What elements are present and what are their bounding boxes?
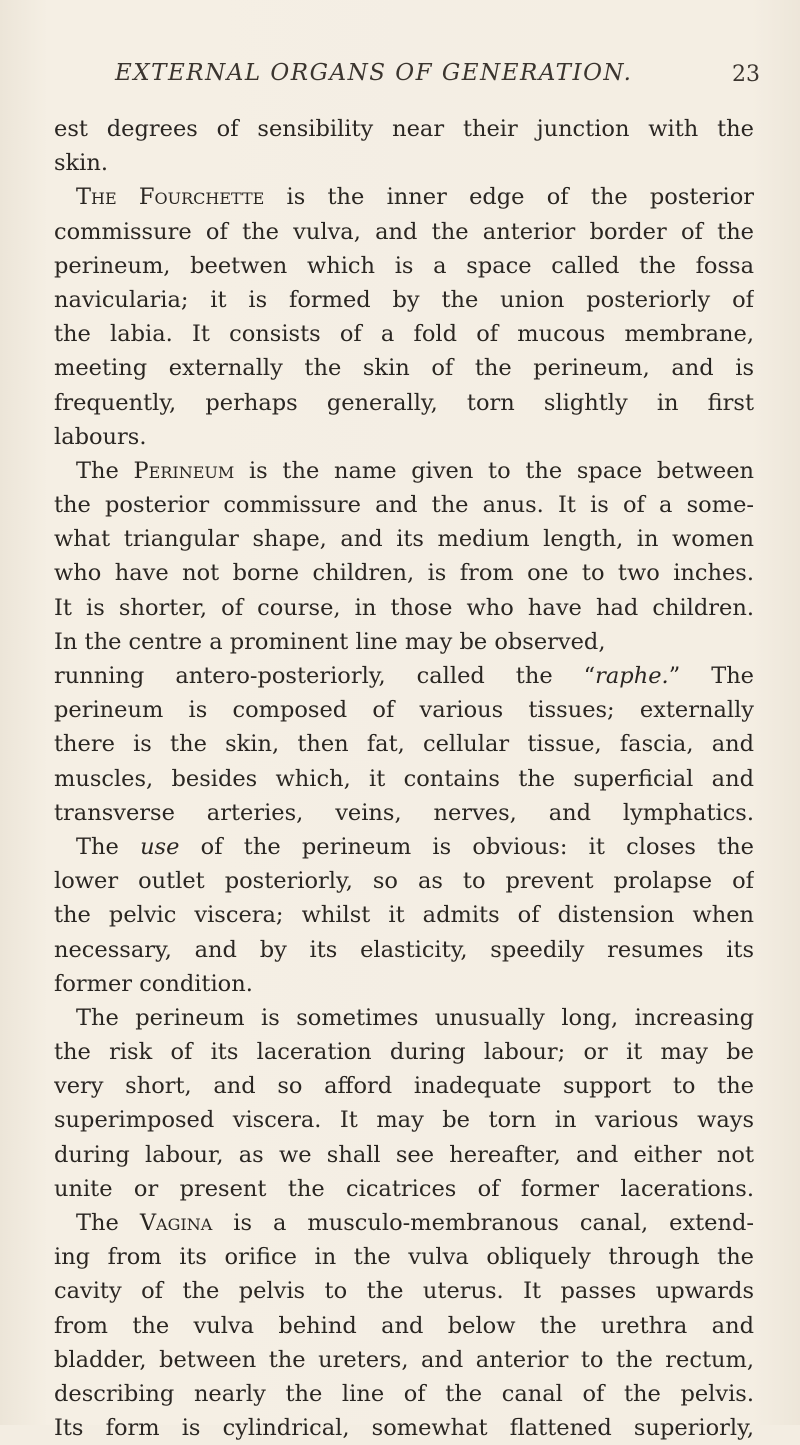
text-run: the labia. It consists of a fold of mucous membrane,	[54, 321, 754, 348]
text-line	[54, 556, 754, 590]
text-line	[54, 796, 754, 830]
text-line	[54, 420, 754, 454]
text-line	[54, 830, 754, 864]
body-text	[54, 112, 754, 1445]
text-run: running antero-posteriorly, called the “	[54, 663, 596, 689]
small-caps-term: The Fourchette	[76, 184, 265, 211]
small-caps-term: Vagina	[139, 1210, 213, 1236]
text-line	[54, 522, 754, 556]
text-line	[54, 1309, 754, 1343]
text-run: The perineum is sometimes unusually long, increasing	[76, 1004, 754, 1031]
text-run: is the inner edge of the posterior	[264, 184, 754, 211]
text-run: The	[76, 833, 141, 860]
text-line	[54, 488, 754, 522]
text-line	[54, 1103, 754, 1137]
text-line	[54, 1343, 754, 1377]
italic-term: raphe.	[595, 663, 669, 689]
text-line	[54, 1035, 754, 1069]
text-run: ing from its orifice in the vulva obliquely through the	[54, 1244, 754, 1271]
text-line	[54, 180, 754, 214]
text-line	[54, 386, 754, 420]
text-run: very short, and so afford inadequate support to the	[54, 1073, 754, 1100]
text-line	[54, 659, 754, 693]
text-run: muscles, besides which, it contains the superficial and	[54, 765, 754, 792]
text-line	[54, 1172, 754, 1206]
text-run: est degrees of sensibility near their junction with the	[54, 116, 754, 142]
text-run: is the name given to the space between	[234, 457, 754, 484]
text-line	[54, 283, 754, 317]
text-line	[54, 1411, 754, 1445]
text-line	[54, 1069, 754, 1103]
text-run: cavity of the pelvis to the uterus. It passes upwards	[54, 1278, 754, 1305]
text-run: It is shorter, of course, in those who have had children.	[54, 594, 754, 621]
text-line	[54, 249, 754, 283]
text-run: former condition.	[54, 970, 253, 997]
text-line	[54, 625, 754, 659]
text-run: what triangular shape, and its medium length, in women	[54, 526, 754, 553]
small-caps-term: Perineum	[133, 457, 235, 484]
text-line	[54, 898, 754, 932]
text-run: navicularia; it is formed by the union posteriorly of	[54, 286, 754, 313]
text-run: ” The	[668, 663, 754, 689]
text-run: the risk of its laceration during labour; or it may be	[54, 1039, 754, 1066]
text-run: In the centre a prominent line may be observed,	[54, 628, 606, 655]
text-line	[54, 727, 754, 761]
running-head	[0, 60, 800, 100]
text-run: The	[76, 1210, 140, 1236]
text-run: frequently, perhaps generally, torn slightly in first	[54, 389, 754, 416]
text-line	[54, 1138, 754, 1172]
text-run: meeting externally the skin of the perineum, and is	[54, 355, 754, 382]
text-run: labours.	[54, 423, 147, 450]
text-run: the pelvic viscera; whilst it admits of distension when	[54, 902, 754, 929]
text-run: who have not borne children, is from one to two inches.	[54, 560, 754, 587]
italic-term: use	[140, 833, 180, 860]
text-line	[54, 317, 754, 351]
text-line	[54, 591, 754, 625]
text-line	[54, 762, 754, 796]
text-run: perineum, beetwen which is a space called the fossa	[54, 252, 754, 279]
text-run: from the vulva behind and below the urethra and	[54, 1312, 754, 1339]
text-line	[54, 1206, 754, 1240]
running-title: EXTERNAL ORGANS OF GENERATION.	[115, 60, 633, 86]
text-run: unite or present the cicatrices of former lacerations.	[54, 1175, 754, 1202]
text-run: during labour, as we shall see hereafter, and either not	[54, 1141, 754, 1168]
text-run: necessary, and by its elasticity, speedily resumes its	[54, 936, 754, 963]
text-line	[54, 1001, 754, 1035]
text-line	[54, 1240, 754, 1274]
text-run: transverse arteries, veins, nerves, and lymphatics.	[54, 799, 754, 826]
text-line	[54, 215, 754, 249]
text-run: lower outlet posteriorly, so as to prevent prolapse of	[54, 868, 754, 895]
text-line	[54, 967, 754, 1001]
text-run: Its form is cylindrical, somewhat flattened superiorly,	[54, 1415, 754, 1442]
text-line	[54, 351, 754, 385]
text-line	[54, 112, 754, 146]
text-run: is a musculo-membranous canal, extend-	[212, 1210, 754, 1236]
text-line	[54, 146, 754, 180]
text-run: skin.	[54, 150, 109, 177]
text-run: bladder, between the ureters, and anterior to the rectum,	[54, 1346, 754, 1373]
text-run: there is the skin, then fat, cellular tissue, fascia, and	[54, 731, 754, 758]
text-run: commissure of the vulva, and the anterior border of the	[54, 218, 754, 245]
page-number: 23	[732, 62, 760, 87]
text-line	[54, 693, 754, 727]
text-line	[54, 454, 754, 488]
text-run: of the perineum is obvious: it closes the	[179, 833, 754, 860]
text-run: perineum is composed of various tissues; externally	[54, 697, 754, 724]
text-line	[54, 1377, 754, 1411]
text-line	[54, 1274, 754, 1308]
text-line	[54, 864, 754, 898]
text-run: superimposed viscera. It may be torn in various ways	[54, 1107, 754, 1134]
text-run: describing nearly the line of the canal of the pelvis.	[54, 1380, 754, 1407]
text-run: The	[76, 457, 134, 484]
text-run: the posterior commissure and the anus. It is of a some-	[54, 492, 754, 519]
text-line	[54, 933, 754, 967]
